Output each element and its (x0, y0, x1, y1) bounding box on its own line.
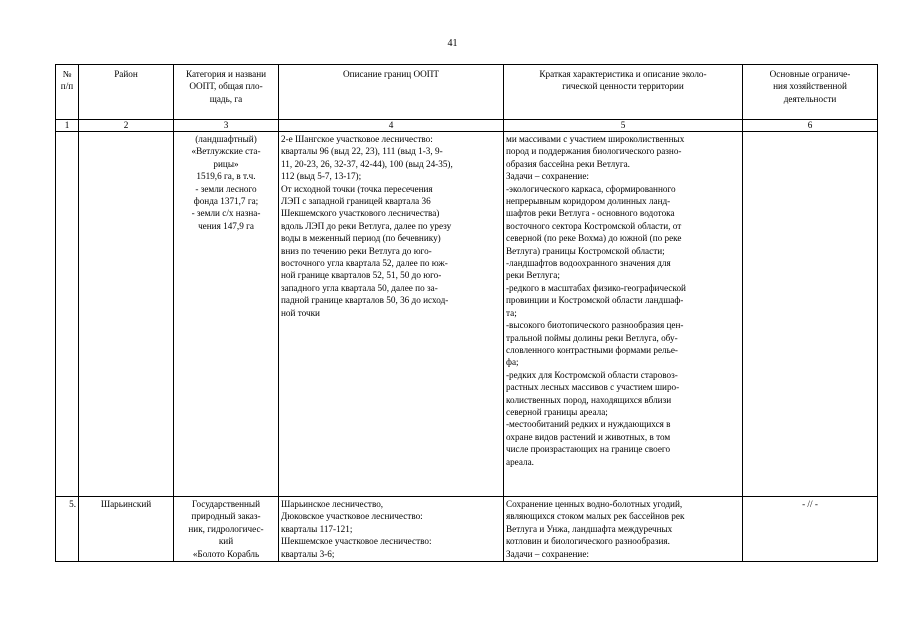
text-line: -высокого биотопического разнообразия цен- (506, 320, 684, 331)
text-line: реки Ветлуга; (506, 270, 560, 281)
column-number: 5 (504, 120, 743, 132)
text-line: -ландшафтов водоохранного значения для (506, 258, 671, 269)
text-line: фа; (506, 357, 519, 368)
text-line: воды в меженный период (по бечевнику) (281, 233, 441, 244)
row-borders (279, 497, 504, 562)
header-district (79, 65, 174, 120)
text-line: северной границы ареала; (506, 406, 608, 417)
table-row (56, 497, 878, 562)
text-line: растных лесных массивов с участием широ- (506, 382, 680, 393)
text-line: От исходной точки (точка пересечения (281, 183, 433, 194)
text-line: Ветлуга и Унжа, ландшафта междуречных (506, 523, 673, 534)
text-line: Задачи – сохранение: (506, 548, 589, 559)
text-line: ния хозяйственной (773, 81, 847, 92)
text-line: Шарьинское лесничество, (281, 499, 384, 509)
text-line: 1519,6 га, в т.ч. (196, 171, 256, 182)
text-line: кварталы 117-121; (281, 523, 353, 534)
text-line: Ветлуга) границы Костромской области; (506, 245, 665, 256)
text-line: числе произрастающих на границе своего (506, 444, 671, 455)
text-line: Задачи – сохранение: (506, 171, 589, 182)
text-line: восточного угла квартала 52, далее по юж- (281, 258, 448, 269)
text-line: северной (по реке Вохма) до южной (по реке (506, 233, 682, 244)
header-number (56, 65, 79, 120)
text-line: восточного сектора Костромской области, от (506, 220, 682, 231)
row-restrictions (743, 132, 878, 497)
text-line: -местообитаний редких и нуждающихся в (506, 419, 671, 430)
text-line: шафтов реки Ветлуга - основного водотока (506, 208, 675, 219)
text-line: Шекшемского участкового лесничества) (281, 208, 440, 219)
text-line: ми массивами с участием широколиственных (506, 134, 685, 144)
text-line: тральной поймы долины реки Ветлуга, обу- (506, 332, 678, 343)
text-line: Основные ограниче- (769, 69, 851, 79)
text-line: 11, 20-23, 26, 32-37, 42-44), 100 (выд 24-35), (281, 158, 453, 169)
text-line: ной точки (281, 307, 320, 318)
text-line: чения 147,9 га (198, 220, 254, 231)
row-district: Шарьинский (79, 497, 174, 562)
row-category (174, 132, 279, 497)
column-number: 2 (79, 120, 174, 132)
row-district (79, 132, 174, 497)
text-line: Дюковское участковое лесничество: (281, 511, 423, 522)
text-line: ареала. (506, 456, 534, 467)
text-line: вдоль ЛЭП до реки Ветлуга, далее по урезу (281, 220, 452, 231)
text-line: ООПТ, общая пло- (189, 81, 263, 92)
row-number (56, 132, 79, 497)
text-line: кварталы 3-6; (281, 548, 335, 559)
text-line: Шекшемское участковое лесничество: (281, 536, 432, 547)
text-line: п/п (60, 81, 74, 92)
text-line: 2-е Шангское участковое лесничество: (281, 134, 433, 144)
text-line: -редких для Костромской области старовоз- (506, 369, 678, 380)
header-row (56, 65, 878, 120)
text-line: Район (114, 69, 138, 79)
text-line: № (62, 69, 72, 79)
text-line: котловин и биологического разнообразия. (506, 536, 670, 547)
row-borders (279, 132, 504, 497)
column-number: 6 (743, 120, 878, 132)
column-number: 3 (174, 120, 279, 132)
header-borders (279, 65, 504, 120)
column-number: 4 (279, 120, 504, 132)
text-line: -редкого в масштабах физико-географической (506, 282, 686, 293)
text-line: словленного контрастными формами релье- (506, 344, 678, 355)
text-line: Описание границ ООПТ (343, 69, 439, 79)
text-line: вниз по течению реки Ветлуга до юго- (281, 245, 432, 256)
text-line: кий (218, 536, 234, 547)
text-line: щадь, га (209, 93, 243, 104)
text-line: Государственный (191, 499, 261, 509)
text-line: охране видов растений и животных, в том (506, 431, 671, 442)
table-row (56, 132, 878, 497)
oopt-table (55, 64, 878, 562)
header-restrictions (743, 65, 878, 120)
row-number: 5. (56, 497, 79, 562)
row-restrictions (743, 497, 878, 562)
text-line: падной границе кварталов 50, 36 до исход- (281, 295, 449, 306)
text-line: непрерывным коридором долинных ланд- (506, 196, 671, 207)
text-line: колиственных пород, находящихся вблизи (506, 394, 672, 405)
text-line: кварталы 96 (выд 22, 23), 111 (выд 1-3, 9- (281, 146, 443, 157)
text-line: Краткая характеристика и описание эколо- (539, 69, 707, 79)
text-line: являющихся стоком малых рек бассейнов рек (506, 511, 685, 522)
text-line: (ландшафтный) (195, 134, 257, 144)
page-number: 41 (447, 38, 458, 49)
row-description (504, 132, 743, 497)
text-line: - земли лесного (195, 183, 257, 194)
text-line: Сохранение ценных водно-болотных угодий, (506, 499, 683, 509)
row-category (174, 497, 279, 562)
text-line: пород и поддержания биологического разно- (506, 146, 682, 157)
text-line: природный заказ- (191, 511, 261, 522)
text-line: - // - (802, 499, 818, 509)
text-line: «Болото Корабль (192, 548, 260, 559)
text-line: западного угла квартала 50, далее по за- (281, 282, 438, 293)
column-numbers-row (56, 120, 878, 132)
header-description (504, 65, 743, 120)
text-line: фонда 1371,7 га; (193, 196, 259, 207)
text-line: образия бассейна реки Ветлуга. (506, 158, 630, 169)
text-line: Категория и названи (185, 69, 267, 79)
text-line: ник, гидрологичес- (188, 523, 264, 534)
text-line: та; (506, 307, 517, 318)
header-category (174, 65, 279, 120)
text-line: ЛЭП с западной границей квартала 36 (281, 196, 431, 207)
text-line: «Ветлужские ста- (191, 146, 261, 157)
text-line: ной границе кварталов 52, 51, 50 до юго- (281, 270, 442, 281)
text-line: 112 (выд 5-7, 13-17); (281, 171, 362, 182)
text-line: -экологического каркаса, сформированного (506, 183, 676, 194)
row-description (504, 497, 743, 562)
text-line: - земли с/х назна- (191, 208, 261, 219)
text-line: рицы» (213, 158, 239, 169)
text-line: провинции и Костромской области ландшаф- (506, 295, 684, 306)
column-number: 1 (56, 120, 79, 132)
text-line: деятельности (783, 93, 837, 104)
text-line: гической ценности территории (562, 81, 684, 92)
